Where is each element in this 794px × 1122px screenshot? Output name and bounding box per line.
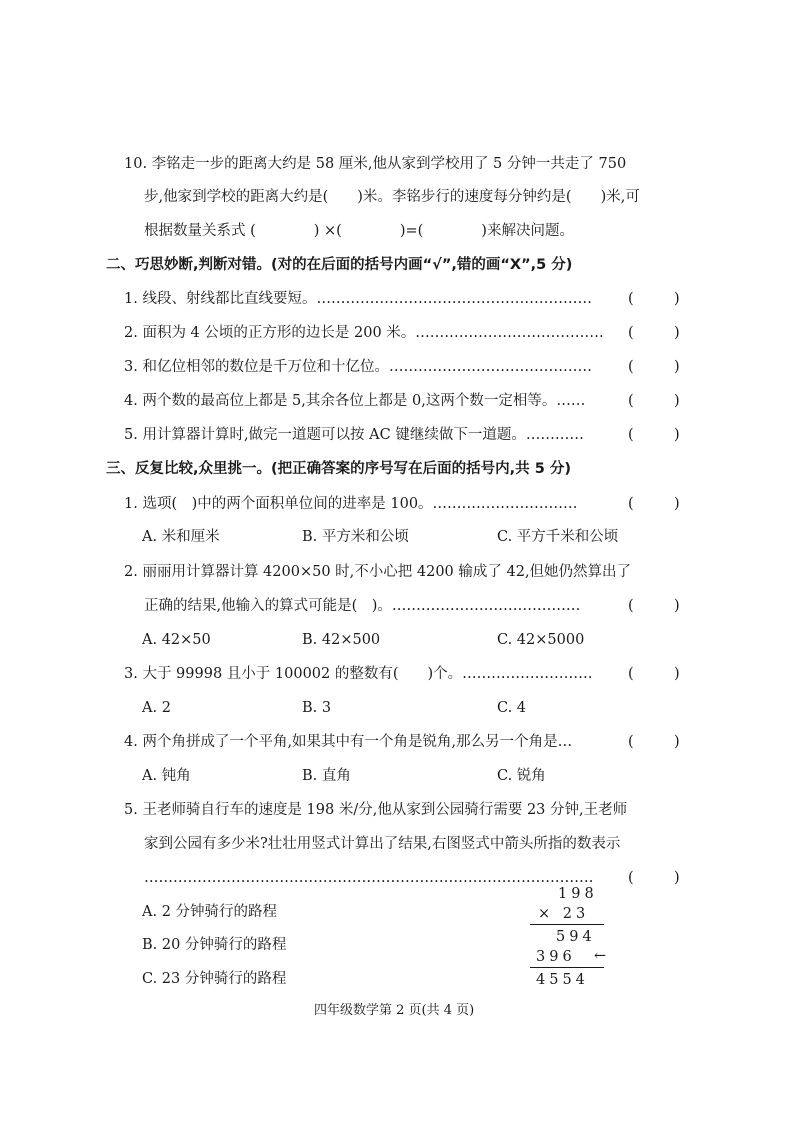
answer-paren-open: ( (628, 598, 634, 614)
answer-paren-close: ) (674, 359, 680, 375)
calc-multiplicand: 198 (558, 886, 598, 902)
s3-q3-option-c: C. 4 (497, 700, 527, 716)
answer-paren-close: ) (674, 870, 680, 886)
answer-paren-close: ) (674, 291, 680, 307)
answer-paren-open: ( (628, 666, 634, 682)
s3-q1-stem: 1. 选项( )中的两个面积单位间的进率是 100。………………………… (124, 496, 578, 512)
s3-q2-option-a: A. 42×50 (142, 632, 211, 648)
s3-q4-option-c: C. 锐角 (497, 768, 546, 784)
answer-paren-open: ( (628, 359, 634, 375)
s3-q3-stem: 3. 大于 99998 且小于 100002 的整数有( )个。……………………… (124, 666, 593, 682)
answer-paren-open: ( (628, 291, 634, 307)
answer-paren-close: ) (674, 393, 680, 409)
calc-rule-2 (530, 967, 604, 968)
answer-paren-close: ) (674, 598, 680, 614)
section-2-heading: 二、巧思妙断,判断对错。(对的在后面的括号内画“√”,错的画“X”,5 分) (106, 257, 573, 273)
answer-paren-close: ) (674, 427, 680, 443)
s3-q2-option-b: B. 42×500 (302, 632, 381, 648)
arrow-icon: ← (594, 948, 607, 964)
s3-q2-stem-line-2: 正确的结果,他输入的算式可能是( )。………………………………… (144, 598, 581, 614)
s3-q5-option-a: A. 2 分钟骑行的路程 (142, 904, 278, 920)
s3-q2-stem-line-1: 2. 丽丽用计算器计算 4200×50 时,不小心把 4200 输成了 42,但她仍然算出了 (124, 564, 632, 580)
s2-item-1: 1. 线段、射线都比直线要短。………………………………………………… (124, 291, 592, 307)
s3-q3-option-b: B. 3 (302, 700, 332, 716)
calc-rule-1 (530, 924, 604, 925)
s3-q4-option-a: A. 钝角 (142, 768, 191, 784)
s3-q5-stem-line-3: ………………………………………………………………………………… (144, 870, 594, 886)
page-footer: 四年级数学第 2 页(共 4 页) (314, 1003, 475, 1018)
q10-line-1: 10. 李铭走一步的距离大约是 58 厘米,他从家到学校用了 5 分钟一共走了 750 (124, 156, 627, 172)
answer-paren-open: ( (628, 427, 634, 443)
q10-line-2: 步,他家到学校的距离大约是( )米。李铭步行的速度每分钟约是( )米,可 (144, 189, 640, 205)
s3-q5-stem-line-1: 5. 王老师骑自行车的速度是 198 米/分,他从家到公园骑行需要 23 分钟,王老师 (124, 802, 628, 818)
s2-item-5: 5. 用计算器计算时,做完一道题可以按 AC 键继续做下一道题。………… (124, 427, 584, 443)
answer-paren-close: ) (674, 325, 680, 341)
s3-q2-option-c: C. 42×5000 (497, 632, 585, 648)
s3-q5-option-c: C. 23 分钟骑行的路程 (142, 971, 287, 987)
answer-paren-open: ( (628, 325, 634, 341)
answer-paren-open: ( (628, 870, 634, 886)
s3-q4-stem: 4. 两个角拼成了一个平角,如果其中有一个角是锐角,那么另一个角是… (124, 734, 573, 750)
s3-q1-option-a: A. 米和厘米 (142, 529, 220, 545)
s2-item-3: 3. 和亿位相邻的数位是千万位和十亿位。…………………………………… (124, 359, 592, 375)
s3-q5-stem-line-2: 家到公园有多少米?壮壮用竖式计算出了结果,右图竖式中箭头所指的数表示 (144, 836, 621, 852)
calc-partial-product-2: 396 (536, 949, 576, 965)
s3-q1-option-c: C. 平方千米和公顷 (497, 529, 619, 545)
s2-item-2: 2. 面积为 4 公顷的正方形的边长是 200 米。………………………………… (124, 325, 604, 341)
calc-partial-product-1: 594 (556, 929, 596, 945)
calc-product: 4554 (536, 972, 589, 988)
answer-paren-close: ) (674, 666, 680, 682)
calc-multiplier: × 23 (538, 906, 590, 922)
q10-line-3: 根据数量关系式 ( ) ×( )=( )来解决问题。 (144, 223, 574, 239)
answer-paren-close: ) (674, 496, 680, 512)
s3-q4-option-b: B. 直角 (302, 768, 351, 784)
s3-q5-option-b: B. 20 分钟骑行的路程 (142, 937, 287, 953)
s2-item-4: 4. 两个数的最高位上都是 5,其余各位上都是 0,这两个数一定相等。…… (124, 393, 586, 409)
s3-q1-option-b: B. 平方米和公顷 (302, 529, 409, 545)
answer-paren-open: ( (628, 393, 634, 409)
answer-paren-open: ( (628, 496, 634, 512)
s3-q3-option-a: A. 2 (142, 700, 171, 716)
answer-paren-close: ) (674, 734, 680, 750)
section-3-heading: 三、反复比较,众里挑一。(把正确答案的序号写在后面的括号内,共 5 分) (106, 461, 571, 477)
answer-paren-open: ( (628, 734, 634, 750)
